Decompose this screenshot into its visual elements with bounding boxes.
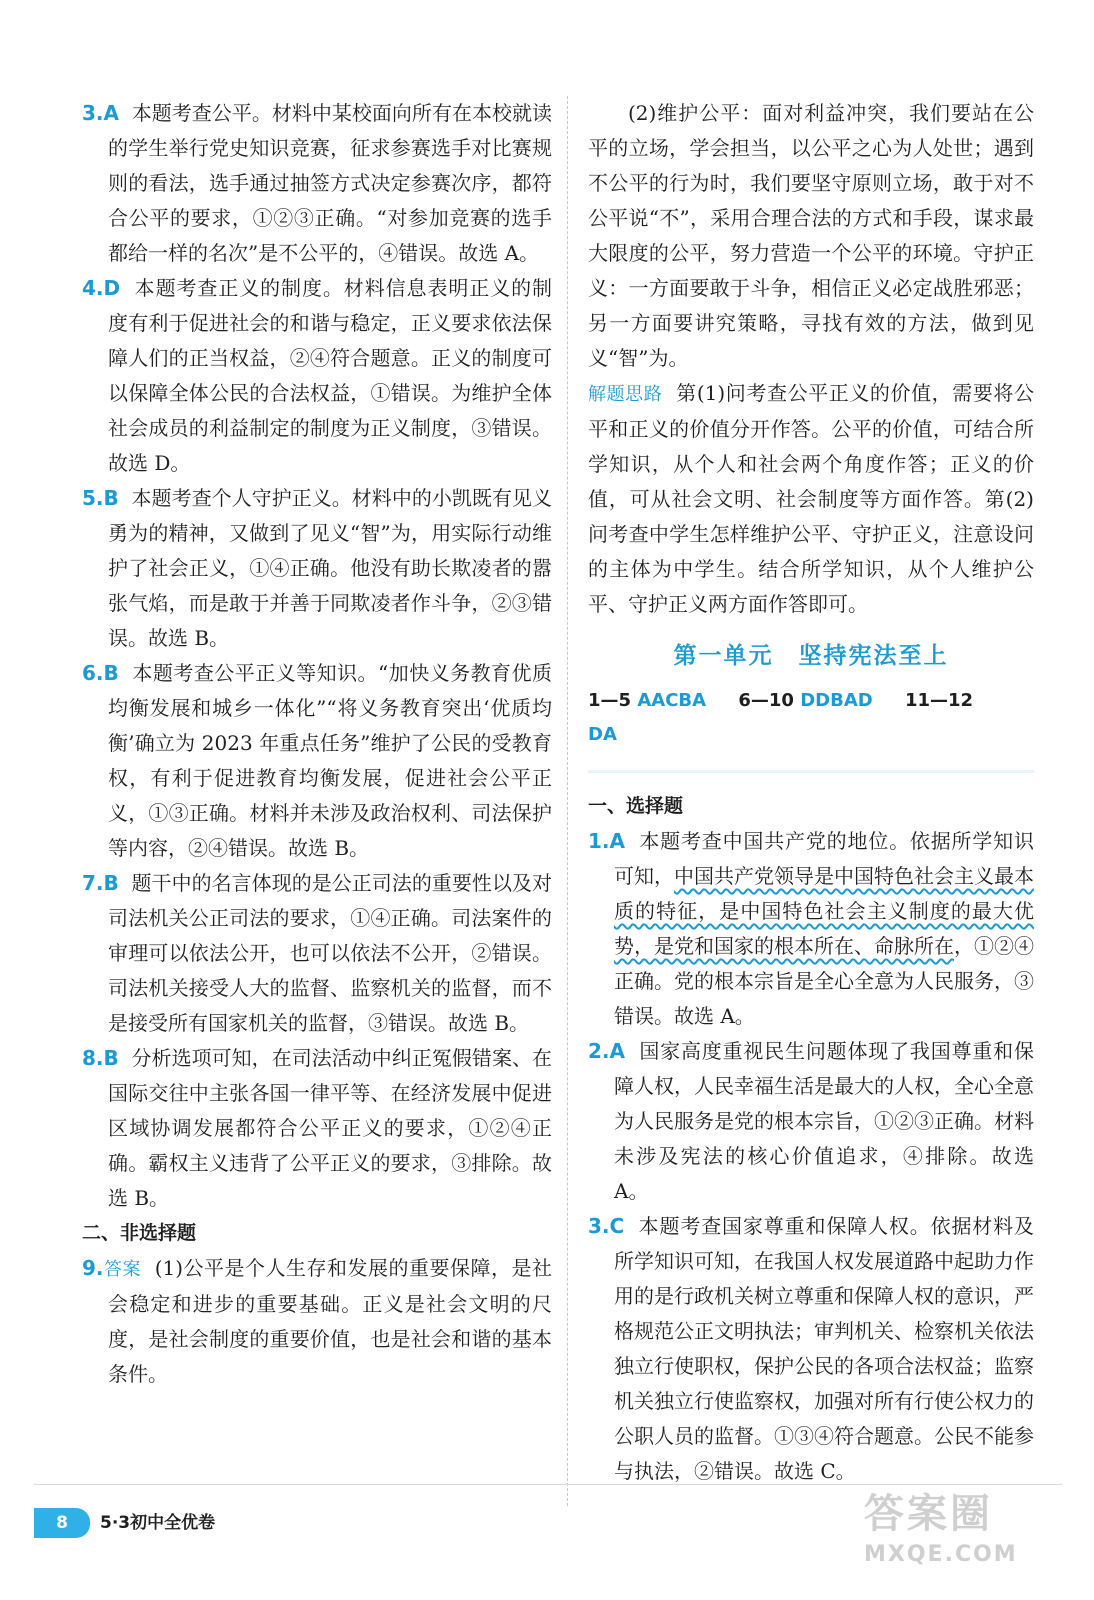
answer-tag: 答案: [103, 1259, 142, 1280]
wavy-underlined-text: 中国共产党领导是中国特色社会主义最本质的特征，是中国特色社会主义制度的最大优势，是党和国家的根本所在、命脉所在: [614, 864, 1034, 958]
explanation-text: 本题考查国家尊重和保障人权。依据材料及所学知识可知，在我国人权发展道路中起助力作用的是行政机关树立尊重和保障人权的意识，严格规范公正文明执法；审判机关、检察机关依法独立行使职权，保护公民的各项合法权益；监察机关独立行使监察权，加强对所有行使公权力的公职人员的监督。①③④符合题意。公民不能参与执法，②错误。故选 C。: [614, 1214, 1035, 1483]
explanation-text: 本题考查中国共产党的地位。依据所学知识可知，: [614, 829, 1034, 888]
answer-letters: DDBAD: [800, 690, 873, 711]
question-number: 9.: [82, 1256, 104, 1280]
answer-item: [588, 1209, 1034, 1489]
answer-item: [82, 656, 552, 866]
thinking-tag: 解题思路: [588, 384, 663, 405]
watermark-url: MXQE.COM: [864, 1542, 1018, 1567]
explanation-text: ，①②④正确。党的根本宗旨是全心全意为人民服务，③错误。故选 A。: [614, 934, 1034, 1028]
explanation-text: 本题考查个人守护正义。材料中的小凯既有见义勇为的精神，又做到了见义“智”为，用实际行动维护了社会正义，①④正确。他没有助长欺凌者的嚣张气焰，而是敢于并善于同欺凌者作斗争，②③错误。故选 B。: [108, 486, 552, 650]
book-name: 5·3初中全优卷: [100, 1513, 216, 1533]
section-title-non-choice: 二、非选择题: [82, 1222, 197, 1244]
question-number: 1.A: [588, 829, 625, 853]
question-number: 6.B: [82, 661, 119, 685]
explanation-text: 本题考查公平正义等知识。“加快义务教育优质均衡发展和城乡一体化”“将义务教育突出‘优质均衡’确立为 2023 年重点任务”维护了公民的受教育权，有利于促进教育均衡发展，促进社会公平正义，①③正确。材料并未涉及政治权利、司法保护等内容，②④错误。故选 B。: [108, 661, 552, 860]
question-number: 3.A: [82, 101, 119, 125]
explanation-text: 题干中的名言体现的是公正司法的重要性以及对司法机关公正司法的要求，①④正确。司法案件的审理可以依法公开，也可以依法不公开，②错误。司法机关接受人大的监督、监察机关的监督，而不是接受所有国家机关的监督，③错误。故选 B。: [108, 871, 552, 1035]
answer-item: [82, 1041, 552, 1216]
explanation-text: 国家高度重视民生问题体现了我国尊重和保障人权，人民幸福生活是最大的人权，全心全意为人民服务是党的根本宗旨，①②③正确。材料未涉及宪法的核心价值追求，④排除。故选 A。: [614, 1039, 1034, 1203]
left-column: [82, 96, 552, 1392]
thinking-block: [588, 376, 1034, 622]
right-column: [588, 96, 1034, 1489]
question-number: 3.C: [588, 1214, 625, 1238]
answer-range: 6—10: [738, 690, 794, 711]
section-title-choice: 一、选择题: [588, 795, 684, 817]
answer-key: [588, 684, 1034, 752]
column-divider: [567, 96, 568, 1506]
page-number: 8: [34, 1508, 90, 1538]
answer-range: 11—12: [904, 690, 974, 711]
thinking-text: 第(1)问考查公平正义的价值，需要将公平和正义的价值分开作答。公平的价值，可结合所学知识，从个人和社会两个角度作答；正义的价值，可从社会文明、社会制度等方面作答。第(2)问考查中学生怎样维护公平、守护正义，注意设问的主体为中学生。结合所学知识，从个人维护公平、守护正义两方面作答即可。: [588, 381, 1035, 616]
question-number: 4.D: [82, 276, 121, 300]
question-number: 7.B: [82, 871, 119, 895]
watermark-text: 答案圈: [864, 1491, 993, 1537]
q9-part2: (2)维护公平：面对利益冲突，我们要站在公平的立场，学会担当，以公平之心为人处世；遇到不公平的行为时，我们要坚守原则立场，敢于对不公平说“不”，采用合理合法的方式和手段，谋求最大限度的公平，努力营造一个公平的环境。守护正义：一方面要敢于斗争，相信正义必定战胜邪恶；另一方面要讲究策略，寻找有效的方法，做到见义“智”为。: [588, 101, 1034, 370]
explanation-text: (1)公平是个人生存和发展的重要保障，是社会稳定和进步的重要基础。正义是社会文明的尺度，是社会制度的重要价值，也是社会和谐的基本条件。: [108, 1256, 553, 1386]
answer-letters: AACBA: [637, 690, 707, 711]
answer-range: 1—5: [588, 690, 632, 711]
answer-item: [82, 866, 552, 1041]
explanation-text: 本题考查正义的制度。材料信息表明正义的制度有利于促进社会的和谐与稳定，正义要求依法保障人们的正当权益，②④符合题意。正义的制度可以保障全体公民的合法权益，①错误。为维护全体社会成员的利益制定的制度为正义制度，③错误。故选 D。: [108, 276, 553, 475]
answer-key-separator: [588, 756, 1034, 773]
answer-item: [82, 96, 552, 271]
question-number: 5.B: [82, 486, 119, 510]
answer-item: [588, 824, 1034, 1034]
answer-item: [82, 481, 552, 656]
answer-item: [82, 271, 552, 481]
explanation-text: 分析选项可知，在司法活动中纠正冤假错案、在国际交往中主张各国一律平等、在经济发展中促进区域协调发展都符合公平正义的要求，①②④正确。霸权主义违背了公平正义的要求，③排除。故选 B。: [108, 1046, 552, 1210]
watermark-logo: [864, 1488, 1064, 1588]
explanation-text: 本题考查公平。材料中某校面向所有在本校就读的学生举行党史知识竞赛，征求参赛选手对比赛规则的看法，选手通过抽签方式决定参赛次序，都符合公平的要求，①②③正确。“对参加竞赛的选手都给一样的名次”是不公平的，④错误。故选 A。: [108, 101, 553, 265]
answer-letters: DA: [588, 724, 617, 745]
footer-rule: [34, 1484, 1062, 1485]
answer-item: [588, 1034, 1034, 1209]
question-number: 2.A: [588, 1039, 625, 1063]
answer-item: [82, 1251, 552, 1392]
question-number: 8.B: [82, 1046, 119, 1070]
unit-title: 第一单元 坚持宪法至上: [673, 642, 949, 669]
